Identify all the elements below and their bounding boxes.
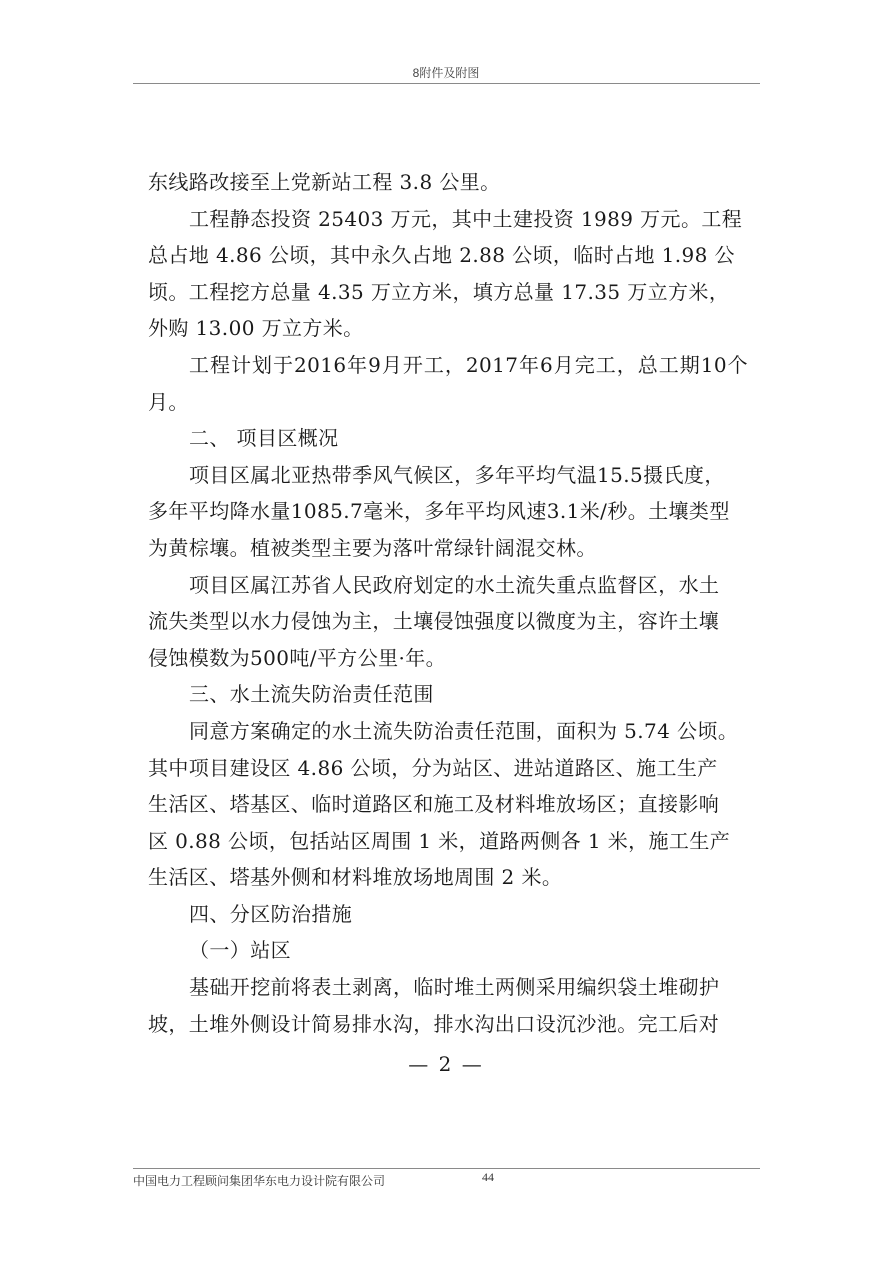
body-line: 总占地 4.86 公顷，其中永久占地 2.88 公顷，临时占地 1.98 公	[148, 243, 735, 268]
body-line: 基础开挖前将表土剥离，临时堆土两侧采用编织袋土堆砌护	[189, 975, 720, 1000]
body-line: 其中项目建设区 4.86 公顷，分为站区、进站道路区、施工生产	[148, 755, 718, 780]
subsection-heading: （一）站区	[189, 938, 291, 963]
body-line: 为黄棕壤。植被类型主要为落叶常绿针阔混交林。	[148, 535, 597, 560]
body-line: 东线路改接至上党新站工程 3.8 公里。	[148, 170, 501, 194]
footer-page-number: 44	[482, 1170, 494, 1184]
body-line: 外购 13.00 万立方米。	[148, 316, 364, 341]
body-line: 项目区属江苏省人民政府划定的水土流失重点监督区，水土	[189, 572, 720, 597]
body-line: 生活区、塔基外侧和材料堆放场地周围 2 米。	[148, 865, 563, 890]
section-heading: 三、水土流失防治责任范围	[189, 682, 434, 707]
body-line: 工程静态投资 25403 万元，其中土建投资 1989 万元。工程	[189, 206, 743, 231]
footer-company: 中国电力工程顾问集团华东电力设计院有限公司	[133, 1174, 386, 1188]
header-divider	[133, 83, 760, 84]
page-header-title: 8附件及附图	[412, 66, 480, 80]
body-line: 流失类型以水力侵蚀为主，土壤侵蚀强度以微度为主，容许土壤	[148, 609, 720, 634]
body-line: 多年平均降水量1085.7毫米，多年平均风速3.1米/秒。土壤类型	[148, 499, 730, 524]
document-body	[148, 164, 748, 1042]
body-line: 生活区、塔基区、临时道路区和施工及材料堆放场区；直接影响	[148, 792, 720, 817]
body-line: 坡，土堆外侧设计简易排水沟，排水沟出口设沉沙池。完工后对	[148, 1011, 720, 1036]
section-heading: 四、分区防治措施	[189, 901, 353, 926]
body-line: 顷。工程挖方总量 4.35 万立方米，填方总量 17.35 万立方米，	[148, 279, 730, 304]
body-line: 项目区属北亚热带季风气候区，多年平均气温15.5摄氏度，	[189, 462, 725, 487]
footer-divider	[133, 1168, 760, 1169]
section-heading: 二、 项目区概况	[189, 426, 339, 451]
body-line: 侵蚀模数为500吨/平方公里·年。	[148, 645, 447, 670]
body-line: 区 0.88 公顷，包括站区周围 1 米，道路两侧各 1 米，施工生产	[148, 828, 731, 853]
body-line: 同意方案确定的水土流失防治责任范围，面积为 5.74 公顷。	[189, 718, 739, 743]
page-number: — 2 —	[408, 1052, 484, 1076]
body-line: 工程计划于2016年9月开工，2017年6月完工，总工期10个月。	[148, 352, 748, 414]
